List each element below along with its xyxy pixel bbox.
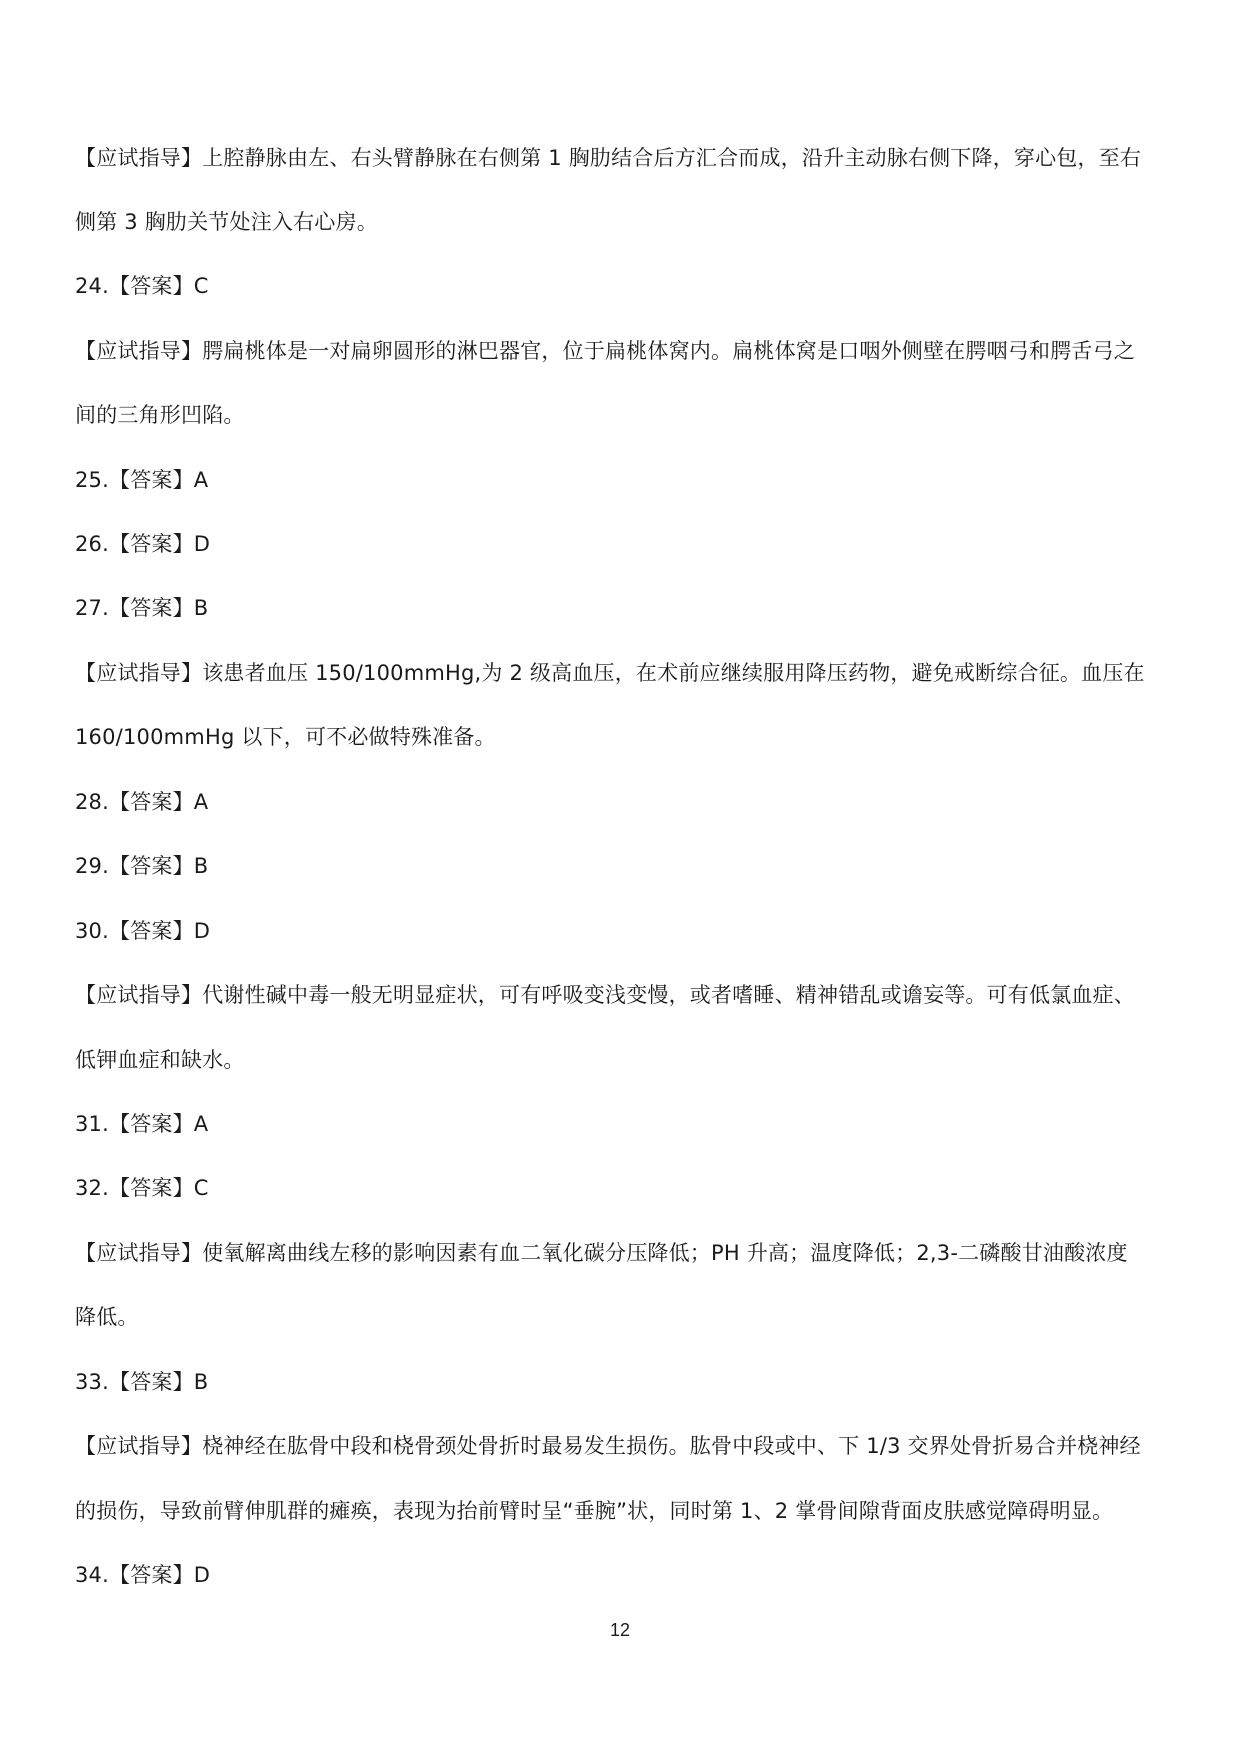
guide-text-line: 【应试指导】该患者血压 150/100mmHg,为 2 级高血压，在术前应继续服用降压药物，避免戒断综合征。血压在 [75,661,1145,685]
answer-line-24: 24.【答案】C [75,274,209,298]
answer-line-25: 25.【答案】A [75,468,209,492]
answer-line-31: 31.【答案】A [75,1112,209,1136]
guide-text-line: 低钾血症和缺水。 [75,1048,245,1072]
answer-line-26: 26.【答案】D [75,532,211,556]
answer-line-33: 33.【答案】B [75,1370,209,1394]
guide-text-line: 【应试指导】上腔静脉由左、右头臂静脉在右侧第 1 胸肋结合后方汇合而成，沿升主动脉右侧下降，穿心包，至右 [75,146,1142,170]
answer-line-28: 28.【答案】A [75,790,209,814]
guide-text-line: 降低。 [75,1305,139,1329]
guide-text-line: 160/100mmHg 以下，可不必做特殊准备。 [75,725,496,749]
answer-line-30: 30.【答案】D [75,919,211,943]
answer-line-29: 29.【答案】B [75,854,209,878]
guide-text-line: 【应试指导】桡神经在肱骨中段和桡骨颈处骨折时最易发生损伤。肱骨中段或中、下 1/3 交界处骨折易合并桡神经 [75,1434,1141,1458]
guide-text-line: 【应试指导】代谢性碱中毒一般无明显症状，可有呼吸变浅变慢，或者嗜睡、精神错乱或谵妄等。可有低氯血症、 [75,983,1135,1007]
page-number: 12 [609,1620,631,1640]
guide-text-line: 侧第 3 胸肋关节处注入右心房。 [75,210,378,234]
guide-text-line: 的损伤，导致前臂伸肌群的瘫痪，表现为抬前臂时呈“垂腕”状，同时第 1、2 掌骨间隙背面皮肤感觉障碍明显。 [75,1499,1114,1523]
guide-text-line: 间的三角形凹陷。 [75,403,245,427]
answer-line-34: 34.【答案】D [75,1563,211,1587]
answer-line-27: 27.【答案】B [75,596,209,620]
guide-text-line: 【应试指导】使氧解离曲线左移的影响因素有血二氧化碳分压降低；PH 升高；温度降低；2,3-二磷酸甘油酸浓度 [75,1241,1128,1265]
answer-line-32: 32.【答案】C [75,1176,209,1200]
guide-text-line: 【应试指导】腭扁桃体是一对扁卵圆形的淋巴器官，位于扁桃体窝内。扁桃体窝是口咽外侧壁在腭咽弓和腭舌弓之 [75,339,1135,363]
